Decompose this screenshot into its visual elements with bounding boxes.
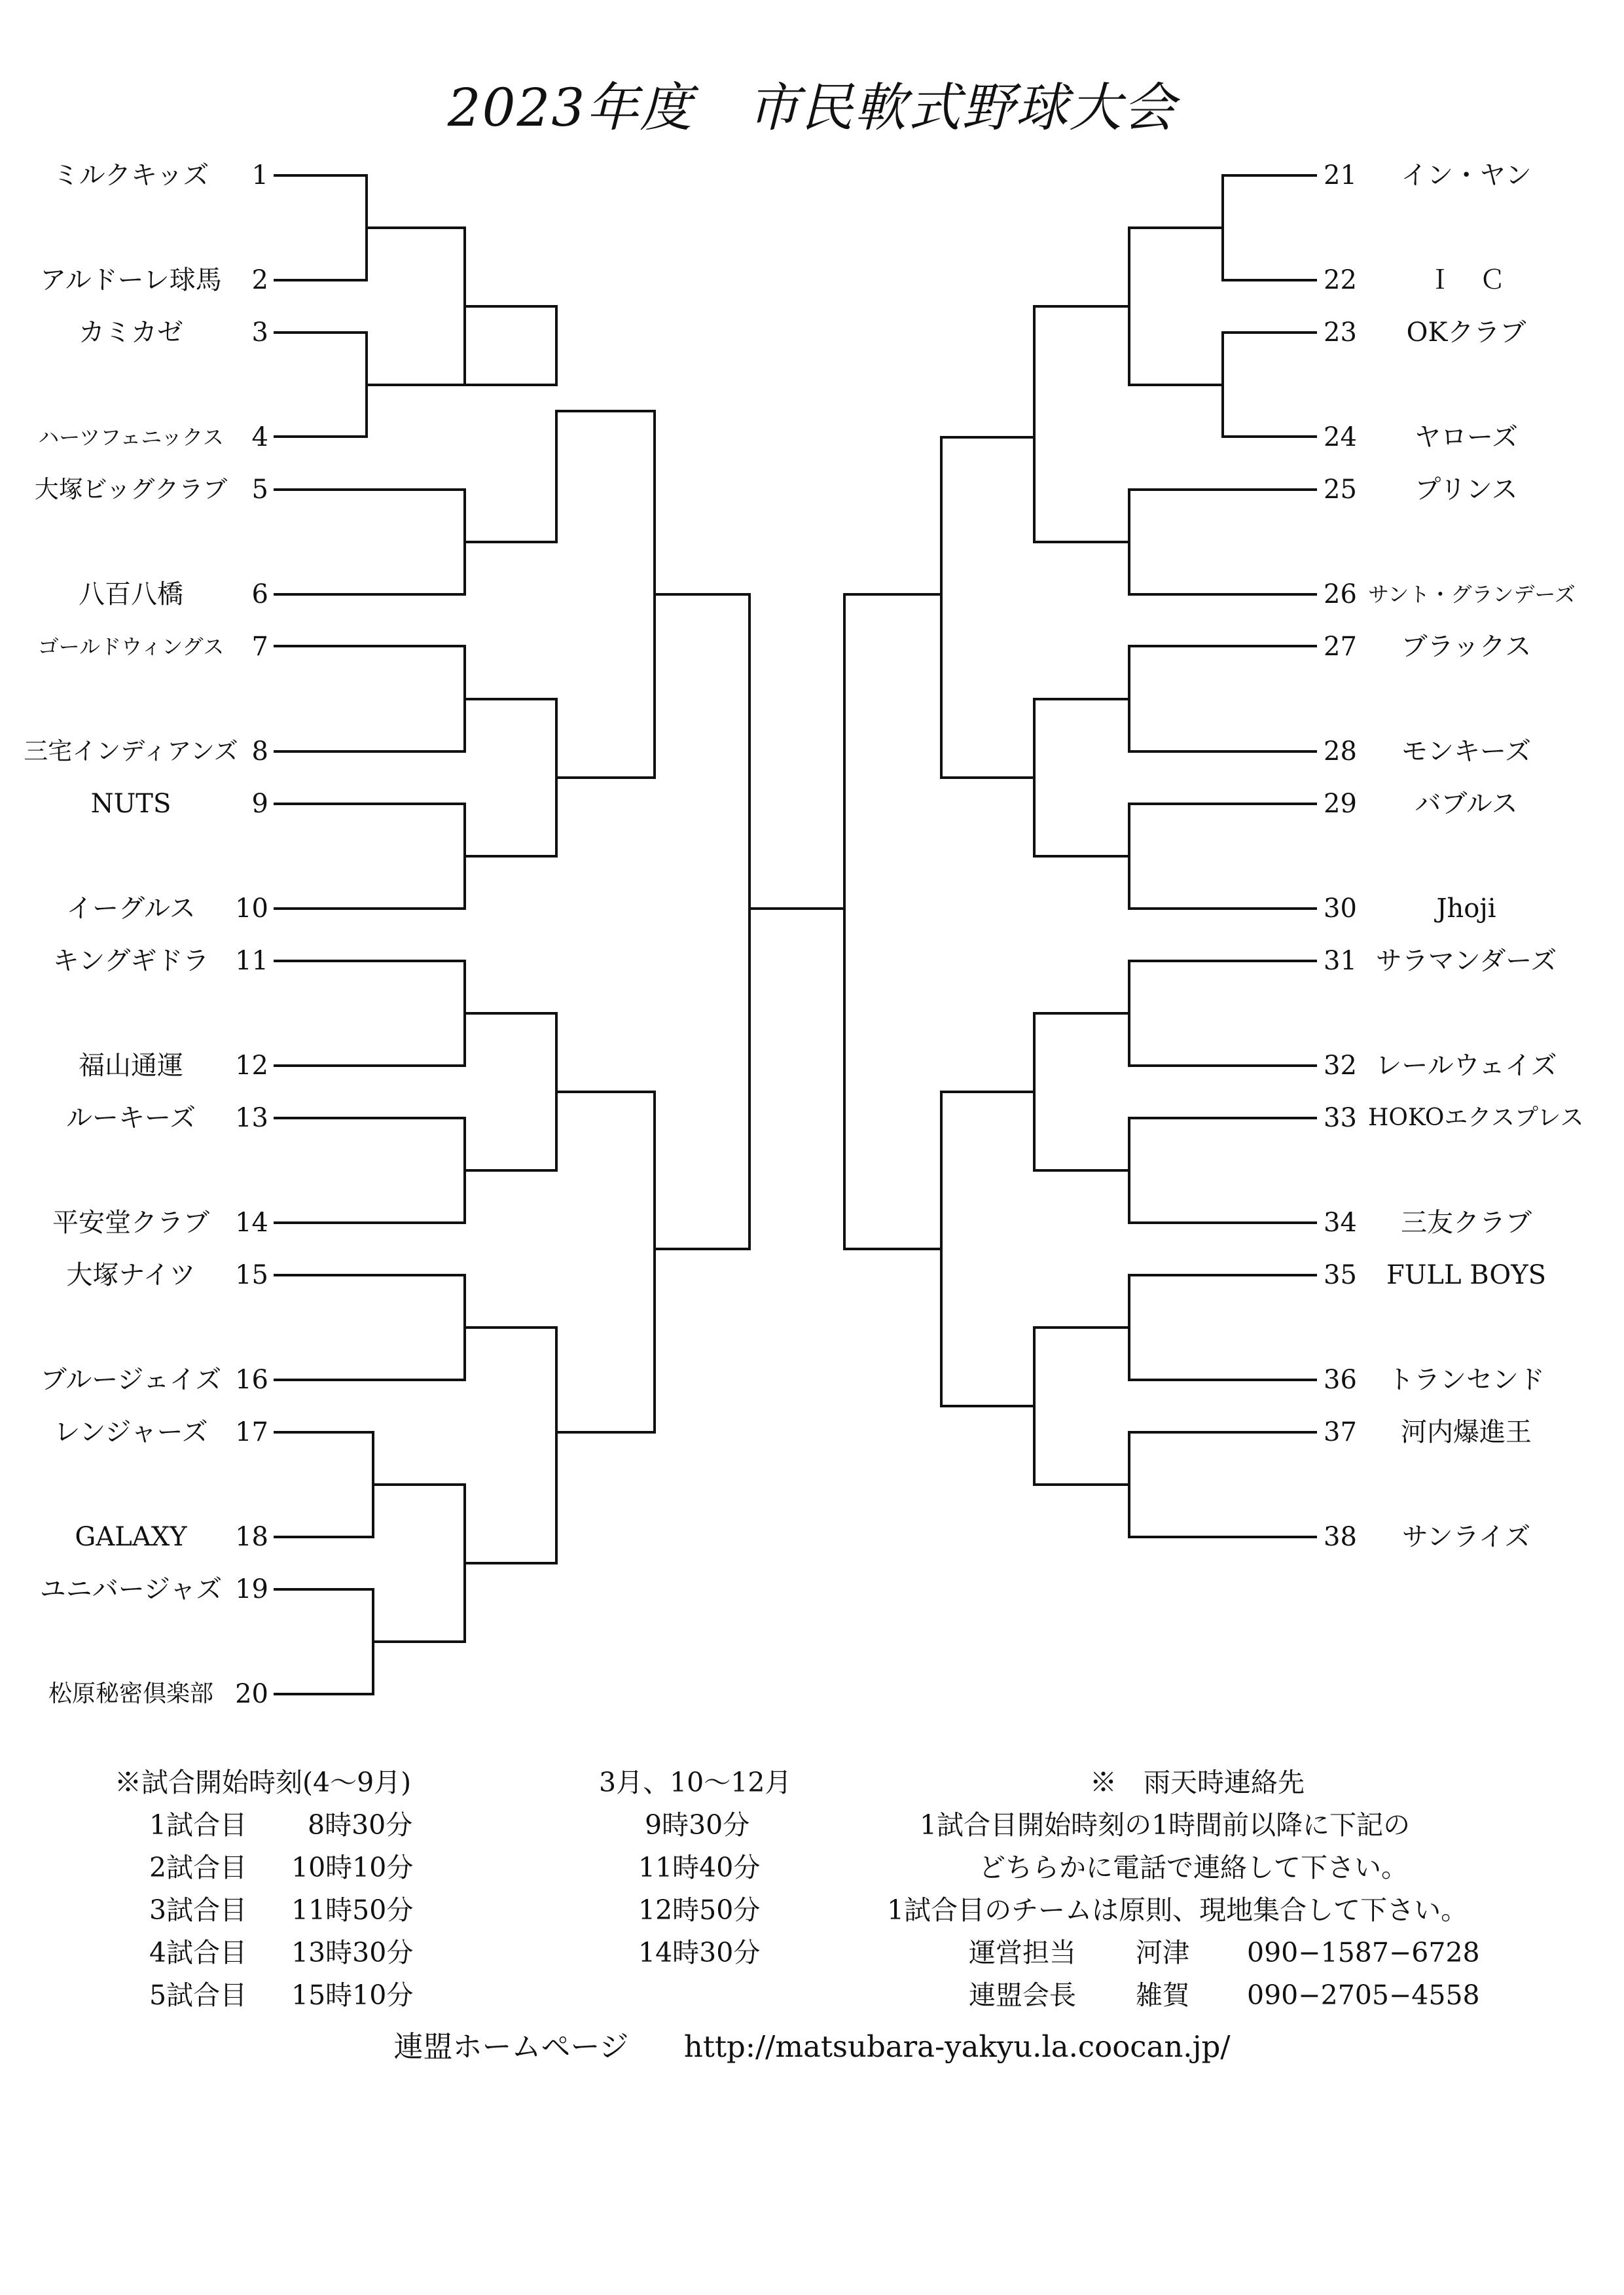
left-team-19: ユニバージャズ [39, 1574, 223, 1604]
bracket-right-r1-21-22 [1129, 175, 1316, 280]
bracket-right-r1-23-24 [1129, 333, 1316, 437]
left-seed-12: 12 [235, 1051, 268, 1081]
bracket-left-r3-bottom [655, 1092, 749, 1432]
right-seed-37: 37 [1324, 1417, 1357, 1447]
bracket-right-r3-a [941, 306, 1034, 542]
left-team-11: キングギドラ [52, 946, 209, 976]
left-seed-18: 18 [235, 1522, 268, 1552]
bracket-right-r1-25-26 [1034, 490, 1316, 594]
right-seed-32: 32 [1324, 1051, 1357, 1081]
bracket-left-r1-5-6 [275, 490, 556, 594]
left-team-1: ミルクキッズ [52, 160, 209, 190]
right-team-33: HOKOエクスプレス [1368, 1104, 1584, 1131]
right-team-25: プリンス [1415, 475, 1518, 505]
right-seed-33: 33 [1324, 1103, 1357, 1133]
right-team-24: ヤローズ [1415, 422, 1518, 452]
bracket-left-r2-b [556, 699, 655, 856]
left-team-20: 松原秘密倶楽部 [48, 1680, 213, 1707]
left-team-2: アルドーレ球馬 [40, 265, 222, 295]
schedule-time-1: 8時30分 [308, 1809, 413, 1841]
left-team-7: ゴールドウィングス [37, 634, 225, 659]
schedule-game-1: 1試合目 [149, 1809, 247, 1841]
bracket-right-r1-35-36 [1034, 1275, 1316, 1380]
left-seed-3: 3 [251, 317, 268, 348]
right-seed-30: 30 [1324, 894, 1357, 924]
right-team-23: OKクラブ [1406, 317, 1526, 348]
bracket-left-r1-3-4 [275, 333, 465, 437]
right-seed-38: 38 [1324, 1522, 1357, 1552]
bracket-right-r1-37-38 [1034, 1432, 1316, 1537]
schedule-alt-3: 12時50分 [638, 1894, 761, 1926]
bracket-left-r3-b [556, 1328, 655, 1563]
right-seed-27: 27 [1324, 632, 1357, 662]
contact-name-1: 河津 [1136, 1937, 1189, 1968]
left-team-8: 三宅インディアンズ [24, 737, 238, 765]
bracket-left-r1-9-10 [275, 804, 556, 909]
bracket-right-r1-33-34 [1034, 1118, 1316, 1223]
contact-heading: ※ 雨天時連絡先 [1090, 1767, 1305, 1798]
left-seed-6: 6 [251, 579, 268, 609]
footer-url[interactable]: http://matsubara-yakyu.la.coocan.jp/ [683, 2029, 1231, 2064]
left-seed-14: 14 [235, 1208, 268, 1238]
right-team-34: 三友クラブ [1401, 1208, 1532, 1238]
schedule-alt-2: 11時40分 [638, 1852, 761, 1883]
left-team-5: 大塚ビッグクラブ [34, 475, 228, 503]
right-seed-29: 29 [1324, 789, 1357, 819]
bracket-left-final [749, 594, 844, 1249]
right-team-32: レールウェイズ [1375, 1051, 1557, 1081]
right-team-27: ブラックス [1401, 632, 1532, 662]
bracket-left-r3-a [556, 411, 655, 778]
left-seed-7: 7 [251, 632, 268, 662]
bracket-left-r1-7-8 [275, 646, 556, 751]
schedule-time-3: 11時50分 [291, 1894, 414, 1926]
right-seed-31: 31 [1324, 946, 1357, 976]
schedule-heading: ※試合開始時刻(4～9月) [115, 1767, 412, 1798]
left-team-3: カミカゼ [79, 317, 183, 348]
footer [0, 2023, 1624, 2065]
right-team-36: トランセンド [1388, 1365, 1545, 1395]
schedule-alt-4: 14時30分 [638, 1937, 761, 1968]
left-seed-4: 4 [251, 422, 268, 452]
right-team-30: Jhoji [1436, 894, 1496, 924]
contact-line-2: どちらかに電話で連絡して下さい。 [979, 1852, 1408, 1883]
bracket-left-r1-13-14 [275, 1118, 556, 1223]
contact-line-3: 1試合目のチームは原則、現地集合して下さい。 [887, 1894, 1468, 1926]
right-team-37: 河内爆進王 [1401, 1417, 1532, 1447]
bracket-right-r2-a [1034, 228, 1129, 385]
right-team-31: サラマンダーズ [1375, 946, 1557, 976]
left-team-14: 平安堂クラブ [52, 1208, 209, 1238]
left-seed-1: 1 [251, 160, 268, 190]
left-team-17: レンジャーズ [54, 1417, 208, 1447]
right-team-29: バブルス [1415, 789, 1518, 819]
contact-role-1: 運営担当 [969, 1937, 1076, 1968]
right-team-38: サンライズ [1401, 1522, 1531, 1552]
schedule-time-4: 13時30分 [291, 1937, 414, 1968]
left-team-9: NUTS [90, 789, 171, 819]
bracket-left-r1-19-20 [275, 1589, 465, 1694]
left-team-10: イーグルス [66, 894, 196, 924]
left-seed-15: 15 [235, 1260, 268, 1290]
contact-line-1: 1試合目開始時刻の1時間前以降に下記の [920, 1809, 1411, 1841]
left-team-16: ブルージェイズ [40, 1365, 222, 1395]
footer-label: 連盟ホームページ [393, 2029, 629, 2064]
bracket-right-r4-bottom [844, 1092, 941, 1406]
left-team-15: 大塚ナイツ [66, 1260, 196, 1290]
left-seed-8: 8 [251, 736, 268, 767]
contact-phone-2: 090−2705−4558 [1247, 1979, 1480, 2011]
bracket-left-r1-15-16 [275, 1275, 556, 1380]
right-seed-25: 25 [1324, 475, 1357, 505]
bracket-right-r4-top [844, 437, 941, 778]
schedule-time-2: 10時10分 [291, 1852, 414, 1883]
left-team-4: ハーツフェニックス [38, 425, 224, 450]
bracket-right-r2-b [941, 699, 1034, 856]
bracket-right-r2-d [941, 1328, 1034, 1485]
left-seed-9: 9 [251, 789, 268, 819]
bracket-left-r1-17-18 [275, 1432, 465, 1537]
right-seed-35: 35 [1324, 1260, 1357, 1290]
bracket-left-r2-c [556, 1013, 655, 1170]
left-seed-11: 11 [235, 946, 268, 976]
schedule-alt-heading: 3月、10～12月 [599, 1767, 792, 1798]
left-seed-5: 5 [251, 475, 268, 505]
left-team-6: 八百八橋 [79, 579, 183, 609]
schedule-alt-1: 9時30分 [645, 1809, 750, 1841]
right-seed-26: 26 [1324, 579, 1357, 609]
bracket-left-r1-11-12 [275, 961, 556, 1066]
schedule-time-5: 15時10分 [291, 1979, 414, 2011]
page-title: 2023年度 市民軟式野球大会 [447, 77, 1177, 138]
right-team-22: Ｉ Ｃ [1427, 265, 1506, 295]
right-seed-23: 23 [1324, 317, 1357, 348]
right-team-21: イン・ヤン [1401, 160, 1532, 190]
left-seed-2: 2 [251, 265, 268, 295]
bracket-left-r1-1-2 [275, 175, 465, 280]
left-seed-13: 13 [235, 1103, 268, 1133]
schedule-game-2: 2試合目 [149, 1852, 247, 1883]
left-team-12: 福山通運 [79, 1051, 183, 1081]
bracket-right-r2-c [941, 1013, 1034, 1170]
right-seed-21: 21 [1324, 160, 1357, 190]
bracket-right-r1-27-28 [1034, 646, 1316, 751]
bracket-right-r1-31-32 [1034, 961, 1316, 1066]
left-seed-20: 20 [235, 1679, 268, 1709]
left-seed-10: 10 [235, 894, 268, 924]
contact-phone-1: 090−1587−6728 [1247, 1937, 1480, 1968]
left-seed-16: 16 [235, 1365, 268, 1395]
left-team-18: GALAXY [75, 1522, 187, 1552]
right-seed-28: 28 [1324, 736, 1357, 767]
schedule-game-5: 5試合目 [149, 1979, 247, 2011]
schedule-game-4: 4試合目 [149, 1937, 247, 1968]
left-seed-17: 17 [235, 1417, 268, 1447]
left-seed-19: 19 [235, 1574, 268, 1604]
contact-role-2: 連盟会長 [969, 1979, 1076, 2011]
right-team-26: サント・グランデーズ [1368, 582, 1576, 607]
right-team-28: モンキーズ [1401, 736, 1531, 767]
bracket-left-r2-a [465, 228, 556, 385]
right-seed-34: 34 [1324, 1208, 1357, 1238]
schedule-game-3: 3試合目 [149, 1894, 247, 1926]
right-seed-22: 22 [1324, 265, 1357, 295]
left-team-13: ルーキーズ [66, 1103, 196, 1133]
right-team-35: FULL BOYS [1386, 1260, 1547, 1290]
right-seed-24: 24 [1324, 422, 1357, 452]
bracket-right-r1-29-30 [1034, 804, 1316, 909]
right-seed-36: 36 [1324, 1365, 1357, 1395]
contact-name-2: 雑賀 [1136, 1979, 1189, 2011]
bracket-left-r2-d [465, 1485, 556, 1642]
